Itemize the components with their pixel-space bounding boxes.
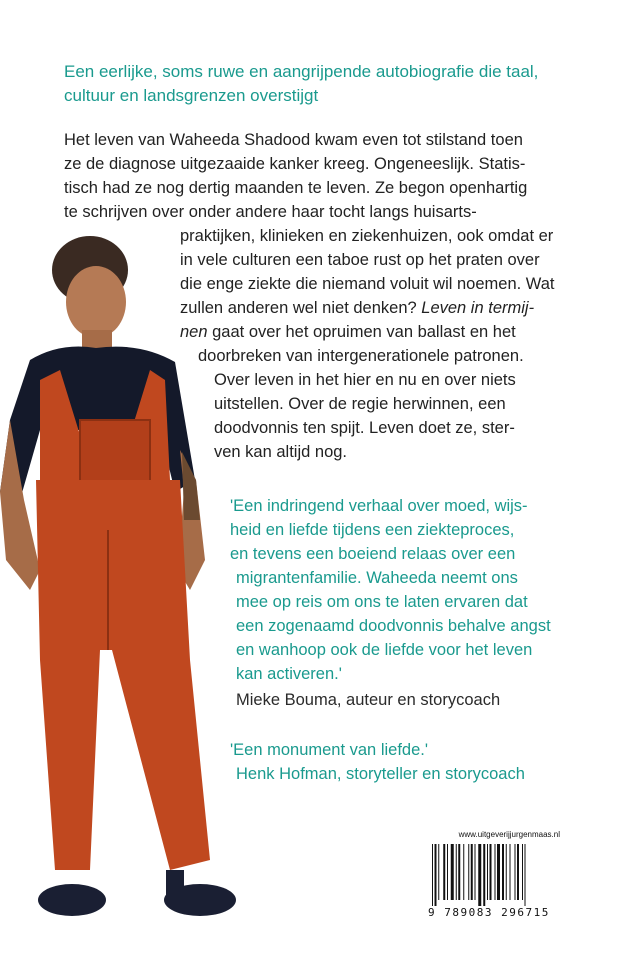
barcode-bar bbox=[438, 844, 439, 900]
quote-line: heid en liefde tijdens een ziekteproces, bbox=[230, 521, 515, 539]
barcode-bar bbox=[522, 844, 523, 900]
barcode-bar bbox=[478, 844, 481, 906]
barcode-bar bbox=[490, 844, 492, 900]
blurb-line: in vele culturen een taboe rust op het praten over bbox=[180, 251, 540, 269]
blurb-line: Het leven van Waheeda Shadood kwam even tot stilstand toen bbox=[64, 131, 523, 149]
blurb-line: Over leven in het hier en nu en over niets bbox=[214, 371, 516, 389]
barcode-bar bbox=[502, 844, 504, 900]
blurb-line: doodvonnis ten spijt. Leven doet ze, ster- bbox=[214, 419, 515, 437]
quote-line: en wanhoop ook de liefde voor het leven bbox=[236, 641, 533, 659]
blurb-line: die enge ziekte die niemand voluit wil noemen. Wat bbox=[180, 275, 555, 293]
barcode-block bbox=[428, 830, 560, 930]
blurb-line: te schrijven over onder andere haar tocht langs huisarts- bbox=[64, 203, 477, 221]
barcode-bar bbox=[447, 844, 448, 900]
barcode-bar bbox=[475, 844, 476, 900]
barcode-bar bbox=[435, 844, 437, 906]
tagline bbox=[64, 60, 584, 108]
barcode-bar bbox=[483, 844, 485, 906]
quote-line: kan activeren.' bbox=[236, 665, 342, 683]
barcode-bar bbox=[468, 844, 469, 900]
barcode-bar bbox=[487, 844, 488, 900]
barcode-bar bbox=[525, 844, 526, 906]
quote-line: mee op reis om ons te laten ervaren dat bbox=[236, 593, 528, 611]
isbn-barcode bbox=[432, 844, 556, 906]
quote-line: 'Een indringend verhaal over moed, wijs- bbox=[230, 497, 528, 515]
quote-line: en tevens een boeiend relaas over een bbox=[230, 545, 516, 563]
barcode-bar bbox=[506, 844, 507, 900]
barcode-bar bbox=[463, 844, 464, 900]
barcode-bar bbox=[495, 844, 496, 900]
blurb-line: tisch had ze nog dertig maanden te leven. Ze begon openhartig bbox=[64, 179, 528, 197]
blurb-line: nen gaat over het opruimen van ballast en het bbox=[180, 323, 516, 341]
barcode-bar bbox=[510, 844, 511, 900]
blurb-line: ze de diagnose uitgezaaide kanker kreeg. Ongeneeslijk. Statis- bbox=[64, 155, 526, 173]
quote-attribution: Henk Hofman, storyteller en storycoach bbox=[236, 765, 525, 783]
blurb-line: zullen anderen wel niet denken? Leven in termij- bbox=[180, 299, 535, 317]
barcode-bar bbox=[515, 844, 516, 900]
blurb-line: praktijken, klinieken en ziekenhuizen, ook omdat er bbox=[180, 227, 554, 245]
barcode-bar bbox=[456, 844, 457, 900]
barcode-bar bbox=[451, 844, 454, 900]
blurb-line: uitstellen. Over de regie herwinnen, een bbox=[214, 395, 506, 413]
tagline-line: Een eerlijke, soms ruwe en aangrijpende autobiografie die taal, bbox=[64, 62, 539, 81]
quote-line: migrantenfamilie. Waheeda neemt ons bbox=[236, 569, 518, 587]
quote-line: een zogenaamd doodvonnis behalve angst bbox=[236, 617, 551, 635]
tagline-line: cultuur en landsgrenzen overstijgt bbox=[64, 86, 319, 105]
barcode-bar bbox=[432, 844, 433, 906]
barcode-bar bbox=[517, 844, 519, 900]
barcode-bar bbox=[443, 844, 445, 900]
publisher-url: www.uitgeverijjurgenmaas.nl bbox=[458, 830, 560, 839]
barcode-bar bbox=[458, 844, 460, 900]
barcode-bar bbox=[497, 844, 500, 900]
quote-line: 'Een monument van liefde.' bbox=[230, 741, 428, 759]
blurb-line: ven kan altijd nog. bbox=[214, 443, 348, 461]
quote-attribution: Mieke Bouma, auteur en storycoach bbox=[236, 691, 501, 709]
barcode-bar bbox=[471, 844, 473, 900]
blurb-line: doorbreken van intergenerationele patronen. bbox=[198, 347, 524, 365]
isbn-number: 9 789083 296715 bbox=[428, 906, 550, 919]
